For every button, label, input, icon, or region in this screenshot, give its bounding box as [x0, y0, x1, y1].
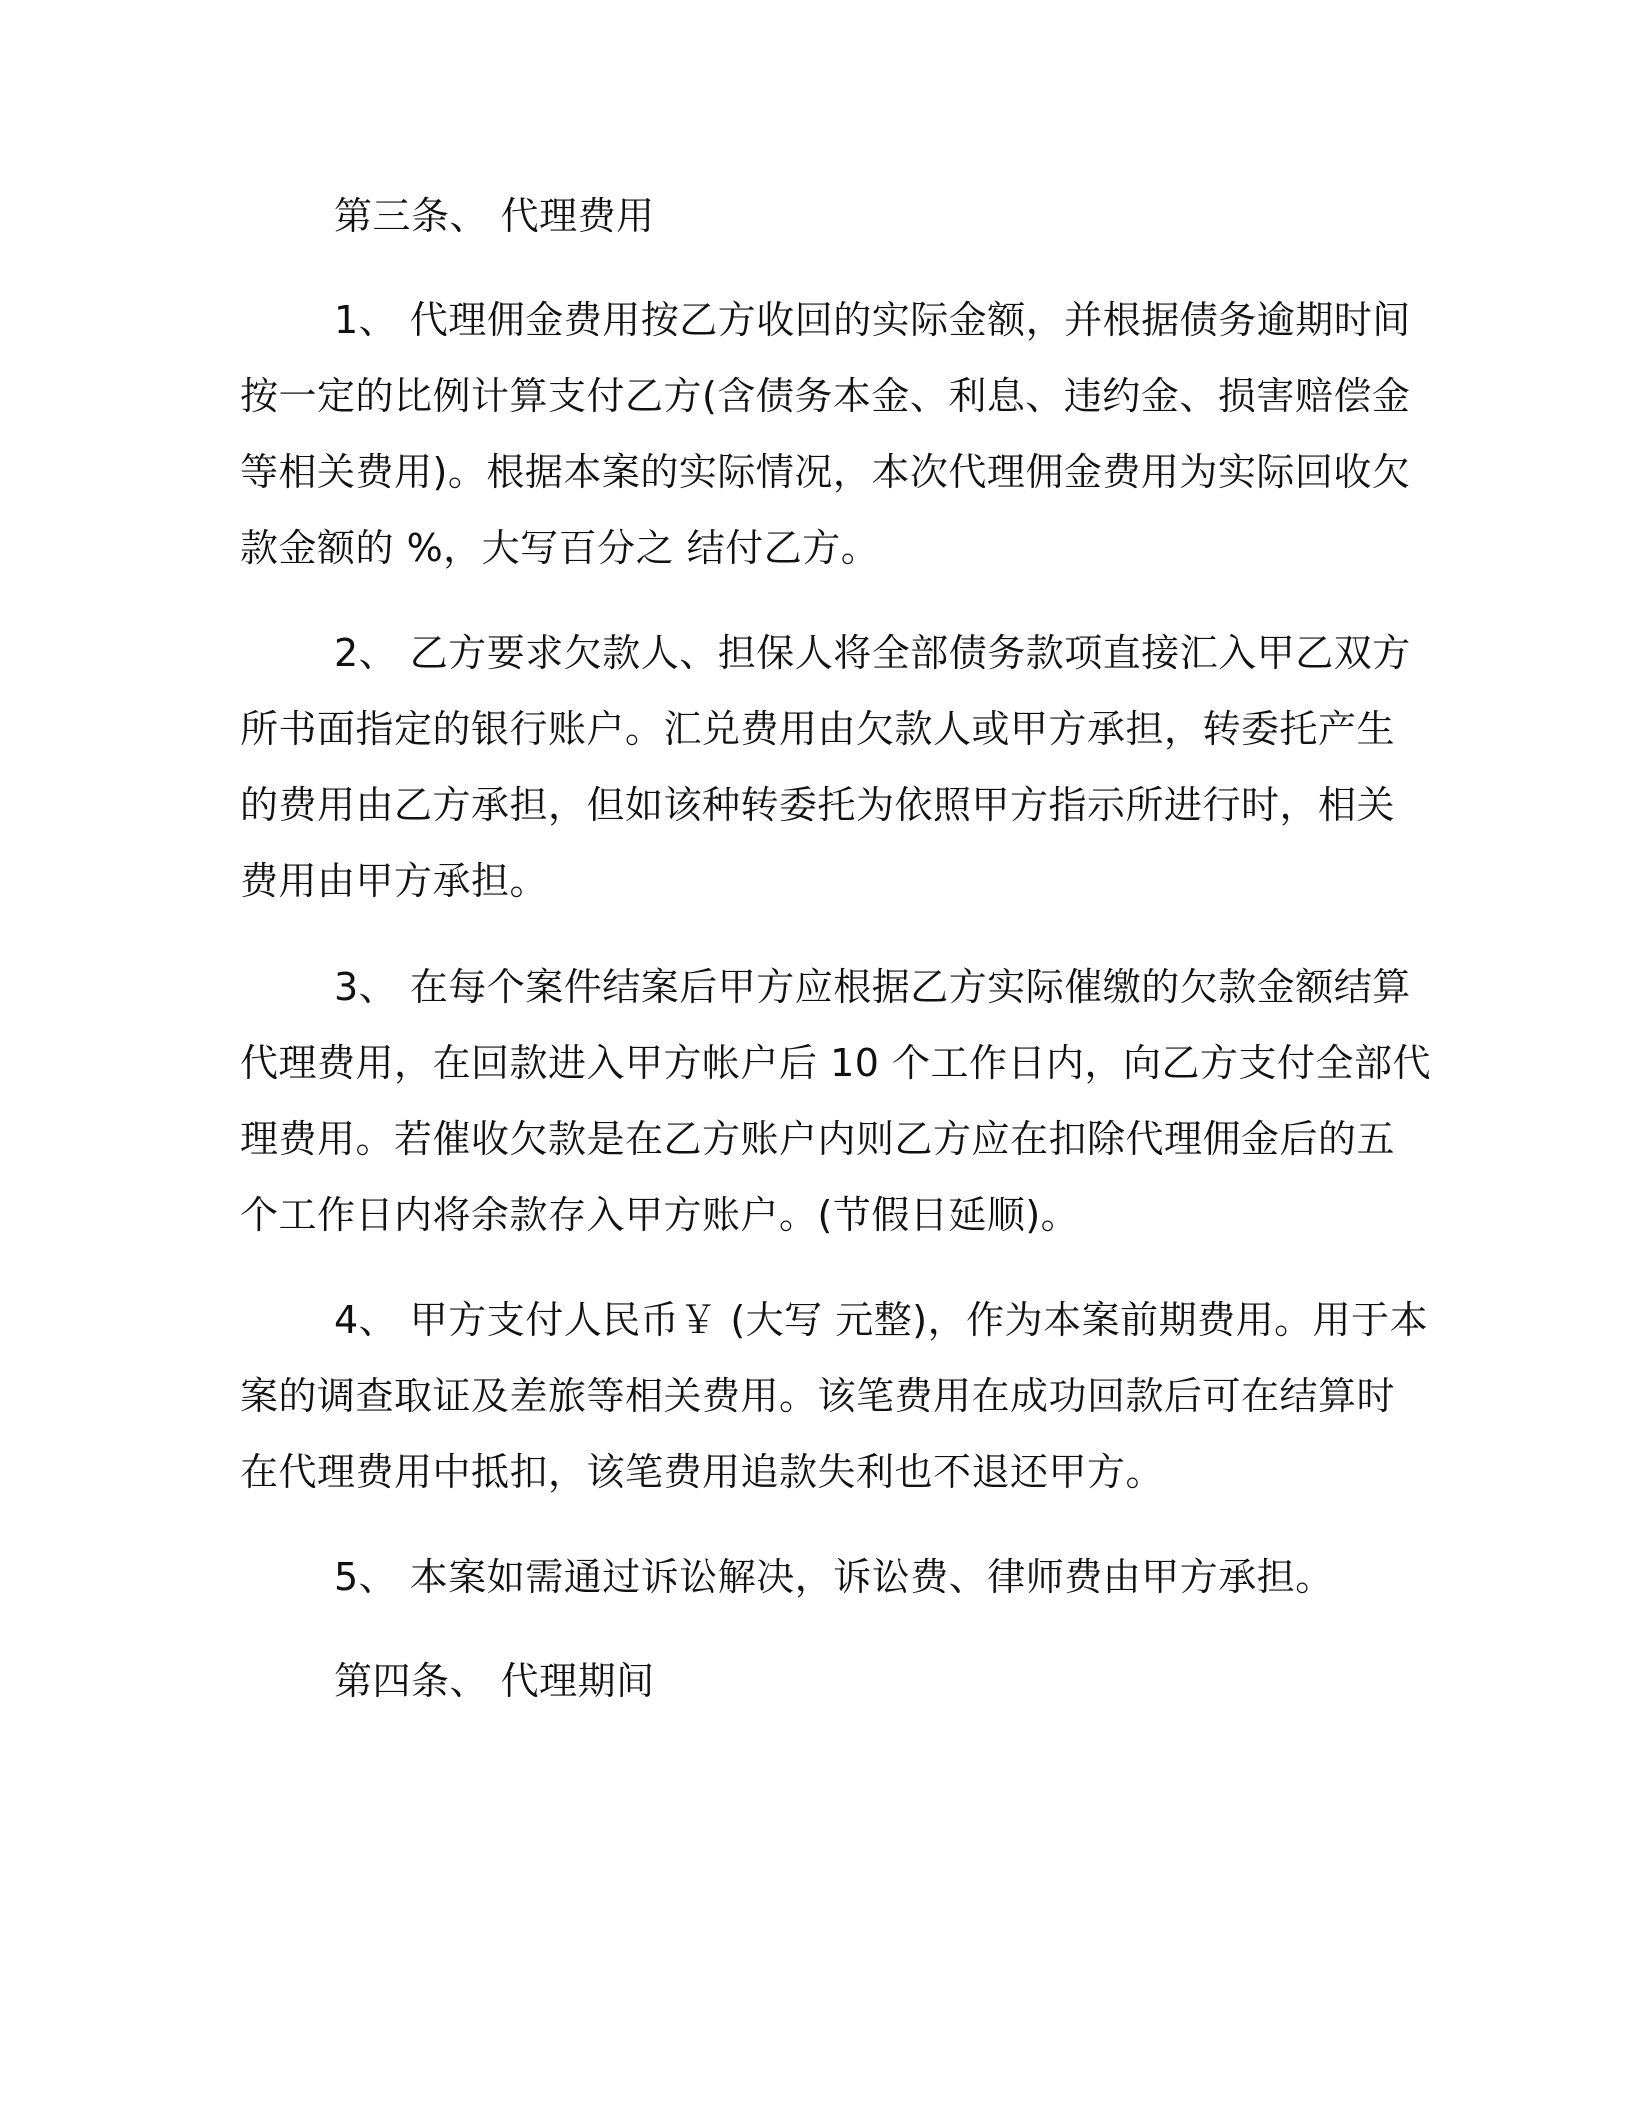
- clause-2-line-3: 的费用由乙方承担，但如该种转委托为依照甲方指示所进行时，相关: [240, 783, 1396, 827]
- clause-4-line-3: 在代理费用中抵扣，该笔费用追款失利也不退还甲方。: [240, 1450, 1165, 1494]
- clause-3-line-4: 个工作日内将余款存入甲方账户。(节假日延顺)。: [240, 1193, 1080, 1237]
- clause-3-line-2: 代理费用，在回款进入甲方帐户后 10 个工作日内，向乙方支付全部代: [240, 1041, 1432, 1085]
- clause-2-line-4: 费用由甲方承担。: [240, 859, 549, 903]
- clause-2-line-1: 2、 乙方要求欠款人、担保人将全部债务款项直接汇入甲乙双方: [334, 631, 1411, 675]
- clause-1-line-4: 款金额的 %，大写百分之 结付乙方。: [240, 526, 880, 570]
- clause-1-line-2: 按一定的比例计算支付乙方(含债务本金、利息、违约金、损害赔偿金: [240, 374, 1411, 418]
- clause-3-line-1: 3、 在每个案件结案后甲方应根据乙方实际催缴的欠款金额结算: [334, 965, 1411, 1009]
- clause-3-line-3: 理费用。若催收欠款是在乙方账户内则乙方应在扣除代理佣金后的五: [240, 1117, 1396, 1161]
- clause-4-line-1: 4、 甲方支付人民币￥ (大写 元整)，作为本案前期费用。用于本: [334, 1298, 1429, 1342]
- clause-2-line-2: 所书面指定的银行账户。汇兑费用由欠款人或甲方承担，转委托产生: [240, 707, 1396, 751]
- clause-1-line-1: 1、 代理佣金费用按乙方收回的实际金额，并根据债务逾期时间: [334, 298, 1411, 342]
- clause-1-line-3: 等相关费用)。根据本案的实际情况，本次代理佣金费用为实际回收欠: [240, 450, 1411, 494]
- article-3-title: 第三条、 代理费用: [334, 194, 655, 238]
- clause-5-line-1: 5、 本案如需通过诉讼解决，诉讼费、律师费由甲方承担。: [334, 1555, 1334, 1599]
- article-4-title: 第四条、 代理期间: [334, 1659, 655, 1703]
- clause-4-line-2: 案的调查取证及差旅等相关费用。该笔费用在成功回款后可在结算时: [240, 1374, 1396, 1418]
